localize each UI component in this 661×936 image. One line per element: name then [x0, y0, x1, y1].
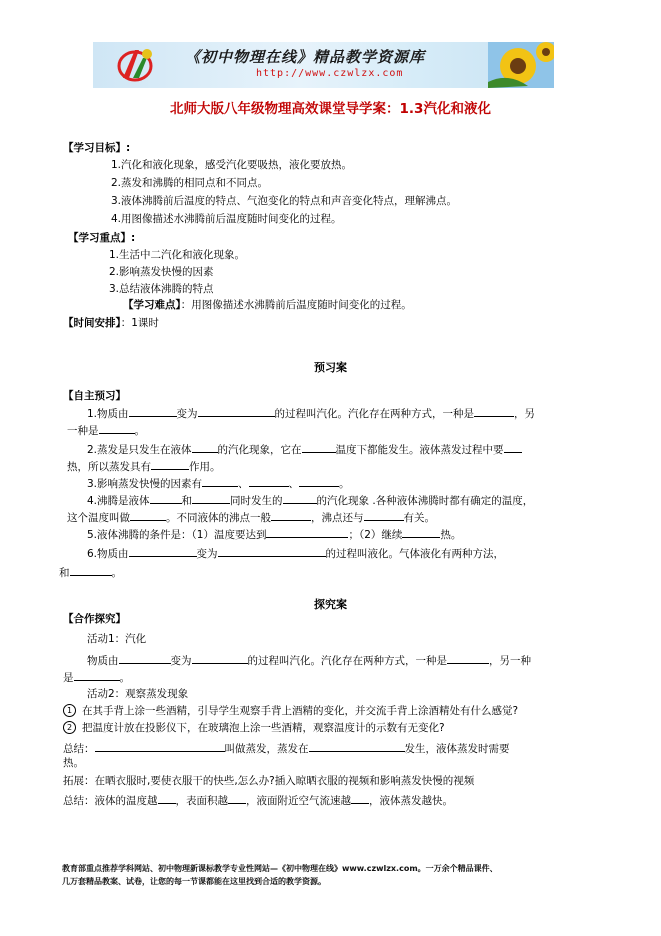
- activity2-title: 活动2：观察蒸发现象: [87, 688, 189, 700]
- fill-in-blank[interactable]: [402, 526, 440, 538]
- fill-in-blank[interactable]: [447, 652, 489, 664]
- fill-in-blank[interactable]: [70, 564, 112, 576]
- text-segment: 变为: [176, 408, 198, 420]
- difficulty-heading: 【学习难点】: [123, 299, 181, 311]
- text-segment: 1.物质由: [87, 408, 129, 420]
- preview-heading: 【自主预习】: [63, 390, 126, 402]
- preview-line-1: [87, 405, 535, 421]
- fill-in-blank[interactable]: [150, 492, 182, 504]
- text-segment: 5.液体沸腾的条件是：（1）温度要达到: [87, 529, 267, 541]
- text-segment: 发生，液体蒸发时需要: [404, 743, 510, 755]
- text-segment: 。不同液体的沸点一般: [166, 512, 271, 524]
- preview-line-4: [67, 458, 221, 474]
- text-segment: 。: [339, 478, 350, 490]
- goal-item: 1.汽化和液化现象，感受汽化要吸热，液化要放热。: [111, 159, 353, 171]
- fill-in-blank[interactable]: [151, 458, 189, 470]
- fill-in-blank[interactable]: [129, 545, 197, 557]
- text-segment: 。: [119, 672, 130, 684]
- fill-in-blank[interactable]: [271, 509, 311, 521]
- text-segment: 。: [111, 567, 122, 579]
- summary1-cont: 热。: [63, 757, 84, 769]
- key-item: 3.总结液体沸腾的特点: [109, 283, 214, 295]
- text-segment: 热，所以蒸发具有: [67, 461, 151, 473]
- fill-in-blank[interactable]: [202, 475, 238, 487]
- site-logo: [113, 44, 159, 86]
- difficulty-line: [123, 298, 412, 312]
- fill-in-blank[interactable]: [198, 405, 275, 417]
- text-segment: 总结：: [63, 743, 95, 755]
- explore-heading: 【合作探究】: [63, 613, 126, 625]
- text-segment: 变为: [170, 655, 192, 667]
- goal-item: 4.用图像描述水沸腾前后温度随时间变化的过程。: [111, 213, 342, 225]
- fill-in-blank[interactable]: [364, 509, 404, 521]
- text-segment: 2.蒸发是只发生在液体: [87, 444, 192, 456]
- preview-line-8: [87, 526, 461, 542]
- explore-section-title: 探究案: [314, 598, 347, 611]
- fill-in-blank[interactable]: [74, 669, 120, 681]
- difficulty-text: ：用图像描述水沸腾前后温度随时间变化的过程。: [180, 299, 412, 311]
- fill-in-blank[interactable]: [192, 441, 218, 453]
- text-segment: 叫做蒸发，蒸发在: [224, 743, 309, 755]
- banner-title: 《初中物理在线》精品教学资源库: [185, 48, 426, 66]
- step-number: 1: [63, 704, 76, 717]
- document-title: 北师大版八年级物理高效课堂导学案：1.3汽化和液化: [170, 101, 491, 117]
- footer-line: 几万套精品教案、试卷，让您的每一节课都能在这里找到合适的教学资源。: [62, 877, 326, 886]
- time-text: ：1课时: [120, 317, 159, 329]
- fill-in-blank[interactable]: [228, 792, 246, 804]
- text-segment: 的汽化现象，它在: [217, 444, 302, 456]
- activity2-step: [63, 721, 445, 735]
- text-segment: 和: [181, 495, 193, 507]
- text-segment: ，另: [514, 408, 536, 420]
- text-segment: ，沸点还与: [311, 512, 364, 524]
- fill-in-blank[interactable]: [299, 475, 339, 487]
- preview-line-3: [87, 441, 522, 457]
- text-segment: 4.沸腾是液体: [87, 495, 150, 507]
- fill-in-blank[interactable]: [99, 422, 135, 434]
- key-item: 1.生活中二汽化和液化现象。: [109, 249, 246, 261]
- fill-in-blank[interactable]: [474, 405, 514, 417]
- text-segment: 。: [134, 425, 145, 437]
- fill-in-blank[interactable]: [504, 441, 522, 453]
- activity1-line2: [63, 669, 130, 685]
- fill-in-blank[interactable]: [309, 740, 405, 752]
- text-segment: 同时发生的: [230, 495, 283, 507]
- text-segment: 是: [63, 672, 74, 684]
- text-segment: 变为: [196, 548, 218, 560]
- fill-in-blank[interactable]: [192, 652, 248, 664]
- text-segment: 6.物质由: [87, 548, 129, 560]
- text-segment: 的汽化现象 .各种液体沸腾时都有确定的温度，: [316, 495, 534, 507]
- preview-line-7: [67, 509, 435, 525]
- sunflower-icon: [488, 42, 554, 88]
- goal-item: 3.液体沸腾前后温度的特点、气泡变化的特点和声音变化特点，理解沸点。: [111, 195, 458, 207]
- text-segment: 作用。: [189, 461, 221, 473]
- preview-line-6: [87, 492, 533, 508]
- fill-in-blank[interactable]: [119, 652, 171, 664]
- banner-url[interactable]: http://www.czwlzx.com: [256, 68, 404, 79]
- text-segment: 的过程叫汽化。汽化存在两种方式，一种是: [247, 655, 447, 667]
- fill-in-blank[interactable]: [129, 405, 177, 417]
- text-segment: 3.影响蒸发快慢的因素有: [87, 478, 203, 490]
- text-segment: ，液体蒸发越快。: [369, 795, 453, 807]
- activity2-step: [63, 704, 518, 718]
- preview-line-5: [87, 475, 350, 491]
- step-number: 2: [63, 721, 76, 734]
- preview-line-2: [67, 422, 145, 438]
- text-segment: 的过程叫液化。气体液化有两种方法，: [325, 548, 505, 560]
- extend-line: 拓展：在晒衣服时,要使衣服干的快些,怎么办?插入晾晒衣服的视频和影响蒸发快慢的视频: [63, 775, 475, 787]
- fill-in-blank[interactable]: [218, 545, 326, 557]
- activity1-line1: [87, 652, 531, 668]
- text-segment: 、: [238, 478, 249, 490]
- text-segment: 、: [288, 478, 300, 490]
- key-item: 2.影响蒸发快慢的因素: [109, 266, 214, 278]
- fill-in-blank[interactable]: [130, 509, 166, 521]
- text-segment: 的过程叫汽化。汽化存在两种方式，一种是: [274, 408, 475, 420]
- fill-in-blank[interactable]: [95, 740, 225, 752]
- page-footer: [62, 862, 498, 888]
- time-line: [63, 316, 159, 330]
- fill-in-blank[interactable]: [266, 526, 348, 538]
- goal-item: 2.蒸发和沸腾的相同点和不同点。: [111, 177, 269, 189]
- activity1-title: 活动1：汽化: [87, 633, 147, 645]
- fill-in-blank[interactable]: [158, 792, 176, 804]
- text-segment: 一种是: [67, 425, 99, 437]
- text-segment: 热。: [440, 529, 462, 541]
- text-segment: 在其手背上涂一些酒精，引导学生观察手背上酒精的变化，并交流手背上涂酒精处有什么感觉?: [82, 705, 519, 717]
- fill-in-blank[interactable]: [351, 792, 369, 804]
- text-segment: 有关。: [403, 512, 435, 524]
- header-banner: [93, 42, 554, 88]
- fill-in-blank[interactable]: [249, 475, 289, 487]
- time-heading: 【时间安排】: [63, 317, 121, 329]
- text-segment: 把温度计放在投影仪下，在玻璃泡上涂一些酒精，观察温度计的示数有无变化?: [82, 722, 445, 734]
- text-segment: 和: [59, 567, 70, 579]
- text-segment: 温度下都能发生。液体蒸发过程中要: [335, 444, 504, 456]
- text-segment: 物质由: [87, 655, 119, 667]
- footer-line: 教育部重点推荐学科网站、初中物理新课标教学专业性网站—《初中物理在线》www.czwlzx.com。一万余个精品课件、: [62, 864, 498, 873]
- summary1-line: [63, 740, 510, 756]
- preview-line-9: [87, 545, 504, 561]
- key-heading: 【学习重点】:: [68, 232, 136, 244]
- text-segment: 这个温度叫做: [67, 512, 130, 524]
- text-segment: ，表面积越: [175, 795, 228, 807]
- text-segment: ；（2）继续: [348, 529, 403, 541]
- preview-line-10: [59, 564, 122, 580]
- preview-section-title: 预习案: [314, 361, 347, 374]
- text-segment: ，液面附近空气流速越: [246, 795, 351, 807]
- fill-in-blank[interactable]: [192, 492, 230, 504]
- text-segment: 总结：液体的温度越: [63, 795, 158, 807]
- fill-in-blank[interactable]: [283, 492, 317, 504]
- text-segment: ，另一种: [489, 655, 531, 667]
- goals-heading: 【学习目标】:: [63, 142, 131, 154]
- fill-in-blank[interactable]: [302, 441, 336, 453]
- summary2-line: [63, 792, 453, 808]
